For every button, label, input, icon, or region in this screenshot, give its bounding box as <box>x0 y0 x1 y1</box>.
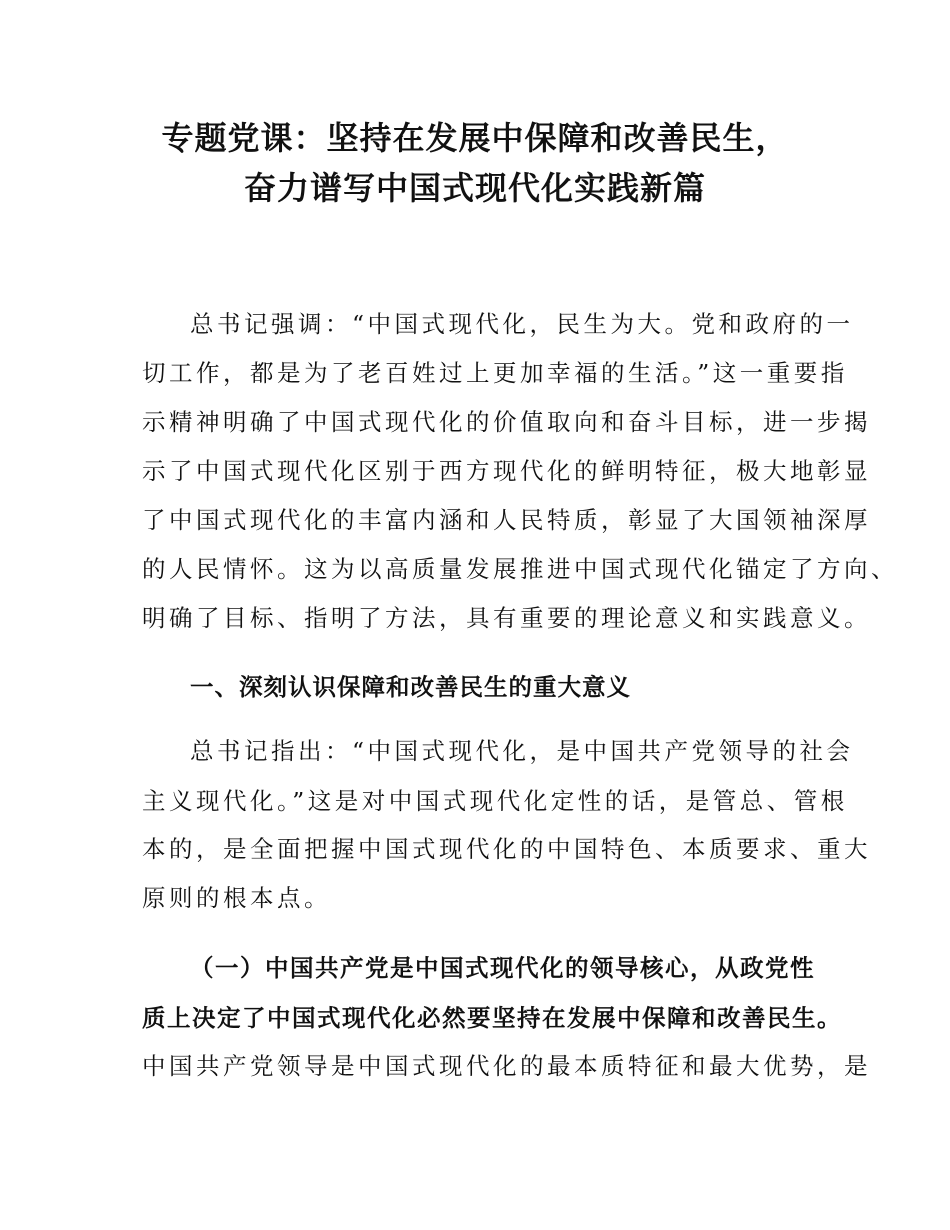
paragraph-1-line-7: 明确了目标、指明了方法，具有重要的理论意义和实践意义。 <box>142 604 871 632</box>
document-title-line-1: 专题党课：坚持在发展中保障和改善民生， <box>161 119 789 157</box>
paragraph-2-line-1: 总书记指出：“中国式现代化，是中国共产党领导的社会 <box>190 737 854 765</box>
subheading-1-line-2: 质上决定了中国式现代化必然要坚持在发展中保障和改善民生。 <box>142 1004 842 1032</box>
section-heading-1: 一、深刻认识保障和改善民生的重大意义 <box>190 673 631 701</box>
subheading-1-line-1: （一）中国共产党是中国式现代化的领导核心，从政党性 <box>190 954 815 982</box>
paragraph-2-line-2: 主义现代化。”这是对中国式现代化定性的话，是管总、管根 <box>142 787 848 815</box>
paragraph-2-line-4: 原则的根本点。 <box>142 884 331 912</box>
paragraph-1-line-5: 了中国式现代化的丰富内涵和人民特质，彰显了大国领袖深厚 <box>142 506 871 534</box>
paragraph-1-line-2: 切工作，都是为了老百姓过上更加幸福的生活。”这一重要指 <box>142 359 848 387</box>
paragraph-3-line-1: 中国共产党领导是中国式现代化的最本质特征和最大优势，是 <box>142 1052 871 1080</box>
paragraph-1-line-1: 总书记强调：“中国式现代化，民生为大。党和政府的一 <box>190 310 854 338</box>
paragraph-2-line-3: 本的，是全面把握中国式现代化的中国特色、本质要求、重大 <box>142 835 871 863</box>
document-title-line-2: 奋力谱写中国式现代化实践新篇 <box>243 169 706 207</box>
paragraph-1-line-6: 的人民情怀。这为以高质量发展推进中国式现代化锚定了方向、 <box>142 555 898 583</box>
paragraph-1-line-4: 示了中国式现代化区别于西方现代化的鲜明特征，极大地彰显 <box>142 457 871 485</box>
paragraph-1-line-3: 示精神明确了中国式现代化的价值取向和奋斗目标，进一步揭 <box>142 408 871 436</box>
